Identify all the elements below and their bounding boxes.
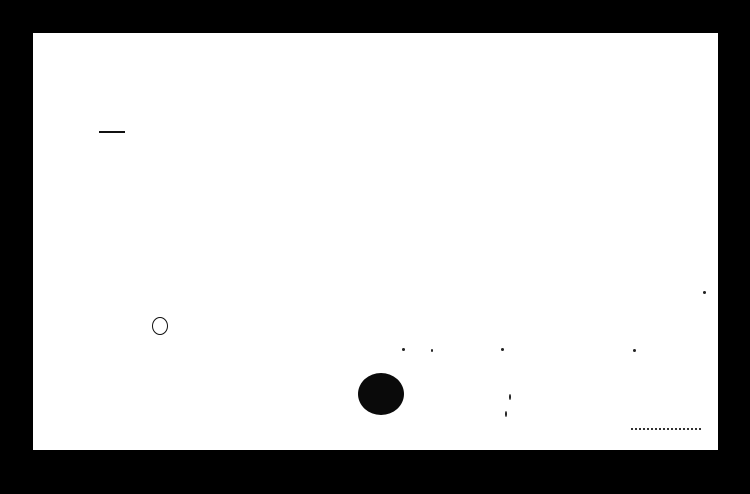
speck [505, 411, 507, 417]
shelf-fraction-line [99, 131, 125, 133]
scribble-mark [631, 428, 701, 433]
tracing-circle [152, 317, 168, 335]
speck [402, 348, 405, 351]
catalog-card [33, 33, 718, 450]
speck [509, 394, 511, 400]
speck [431, 349, 433, 352]
speck [501, 348, 504, 351]
speck [703, 291, 706, 294]
speck [633, 349, 636, 352]
ink-blot [358, 373, 404, 415]
